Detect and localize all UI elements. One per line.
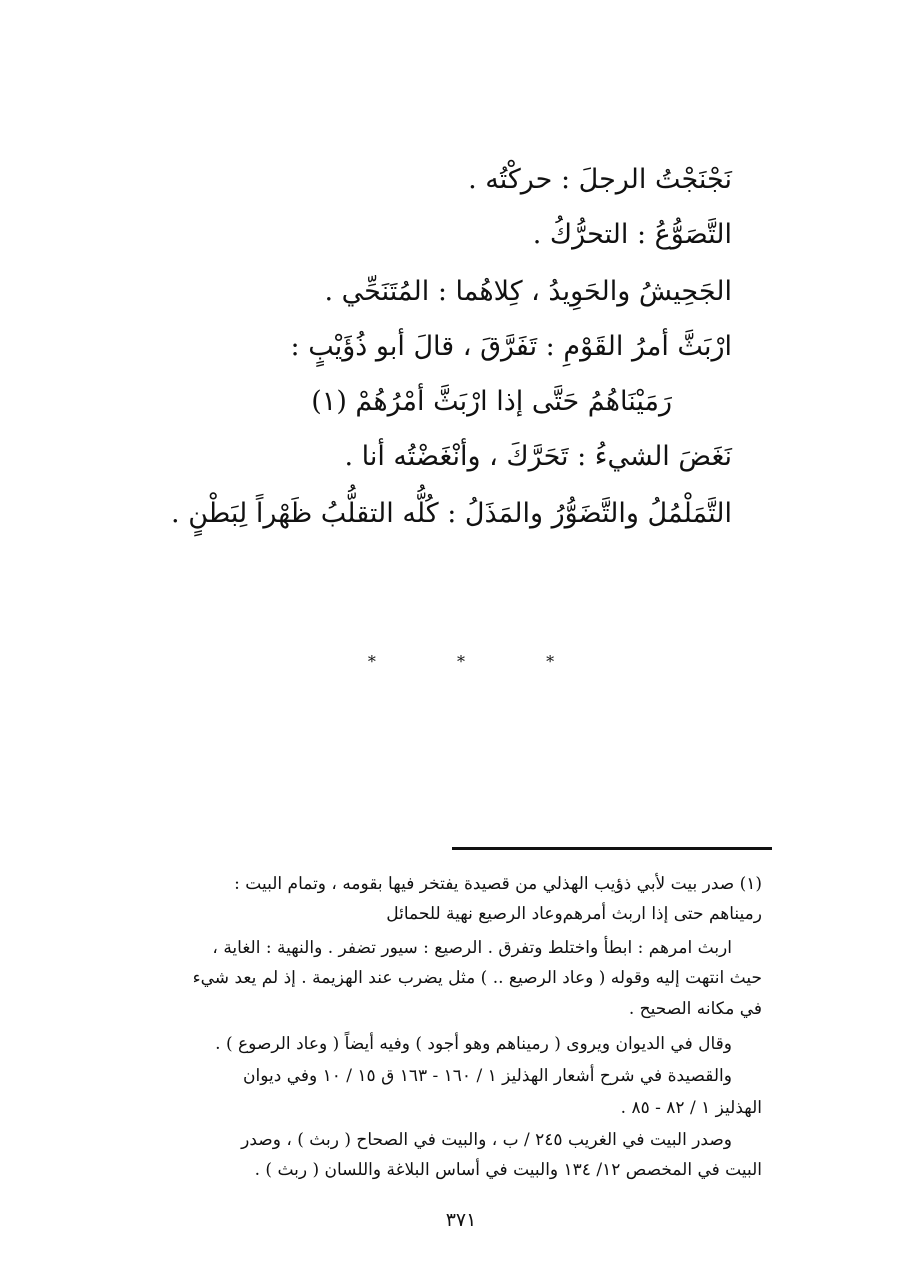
entry-naghada: نَغَضَ الشيءُ : تَحَرَّكَ ، وأنْغَضْتُه أنا . xyxy=(344,441,732,472)
footnote-line: وصدر البيت في الغريب ٢٤٥ / ب ، والبيت في الصحاح ( ربث ) ، وصدر xyxy=(241,1130,732,1150)
entry-tasawwu: التَّصَوُّعُ : التحرُّكُ . xyxy=(532,219,732,250)
footnote-line: وقال في الديوان ويروى ( رميناهم وهو أجود ) وفيه أيضاً ( وعاد الرصوع ) . xyxy=(215,1034,732,1054)
footnote-line: في مكانه الصحيح . xyxy=(628,999,762,1019)
footnote-line: والقصيدة في شرح أشعار الهذليز ١ / ١٦٠ - ١٦٣ ق ١٥ / ١٠ وفي ديوان xyxy=(243,1066,732,1086)
footnote-line: الهذليز ١ / ٨٢ - ٨٥ . xyxy=(620,1098,762,1118)
entry-jahish: الجَحِيشُ والحَوِيدُ ، كِلاهُما : المُتَنَحِّي . xyxy=(324,276,732,307)
footnote-rule xyxy=(452,847,772,850)
footnote-line: حيث انتهت إليه وقوله ( وعاد الرصيع .. ) مثل يضرب عند الهزيمة . إذ لم يعد شيء xyxy=(192,968,762,988)
footnote-verse-second-half: وعاد الرصيع نهية للحمائل xyxy=(386,904,563,924)
footnote-verse xyxy=(386,900,762,928)
footnote-line: البيت في المخصص ١٢/ ١٣٤ والبيت في أساس البلاغة واللسان ( ربث ) . xyxy=(254,1160,762,1180)
footnote-verse-first-half: رميناهم حتى إذا اربث أمرهم xyxy=(562,904,762,924)
footnote-line: (١) صدر بيت لأبي ذؤيب الهذلي من قصيدة يفتخر فيها بقومه ، وتمام البيت : xyxy=(234,874,762,894)
page-number: ٣٧١ xyxy=(445,1209,477,1231)
poem-verse: رَمَيْنَاهُمُ حَتَّى إذا ارْبَثَّ أمْرُهُمْ (١) xyxy=(311,386,672,417)
footnote-line: اربث امرهم : ابطأ واختلط وتفرق . الرصيع : سيور تضفر . والنهية : الغاية ، xyxy=(212,938,732,958)
section-separator: * * * xyxy=(367,652,593,671)
entry-najnajtu: نَجْنَجْتُ الرجلَ : حركْتُه . xyxy=(468,164,732,195)
entry-irbaththa: ارْبَثَّ أمرُ القَوْمِ : تَفَرَّقَ ، قالَ أبو ذُؤَيْبٍ : xyxy=(290,331,732,362)
entry-tamalmul: التَّمَلْمُلُ والتَّضَوُّرُ والمَذَلُ : كُلُّه التقلُّبُ ظَهْراً لِبَطْنٍ . xyxy=(171,498,732,529)
